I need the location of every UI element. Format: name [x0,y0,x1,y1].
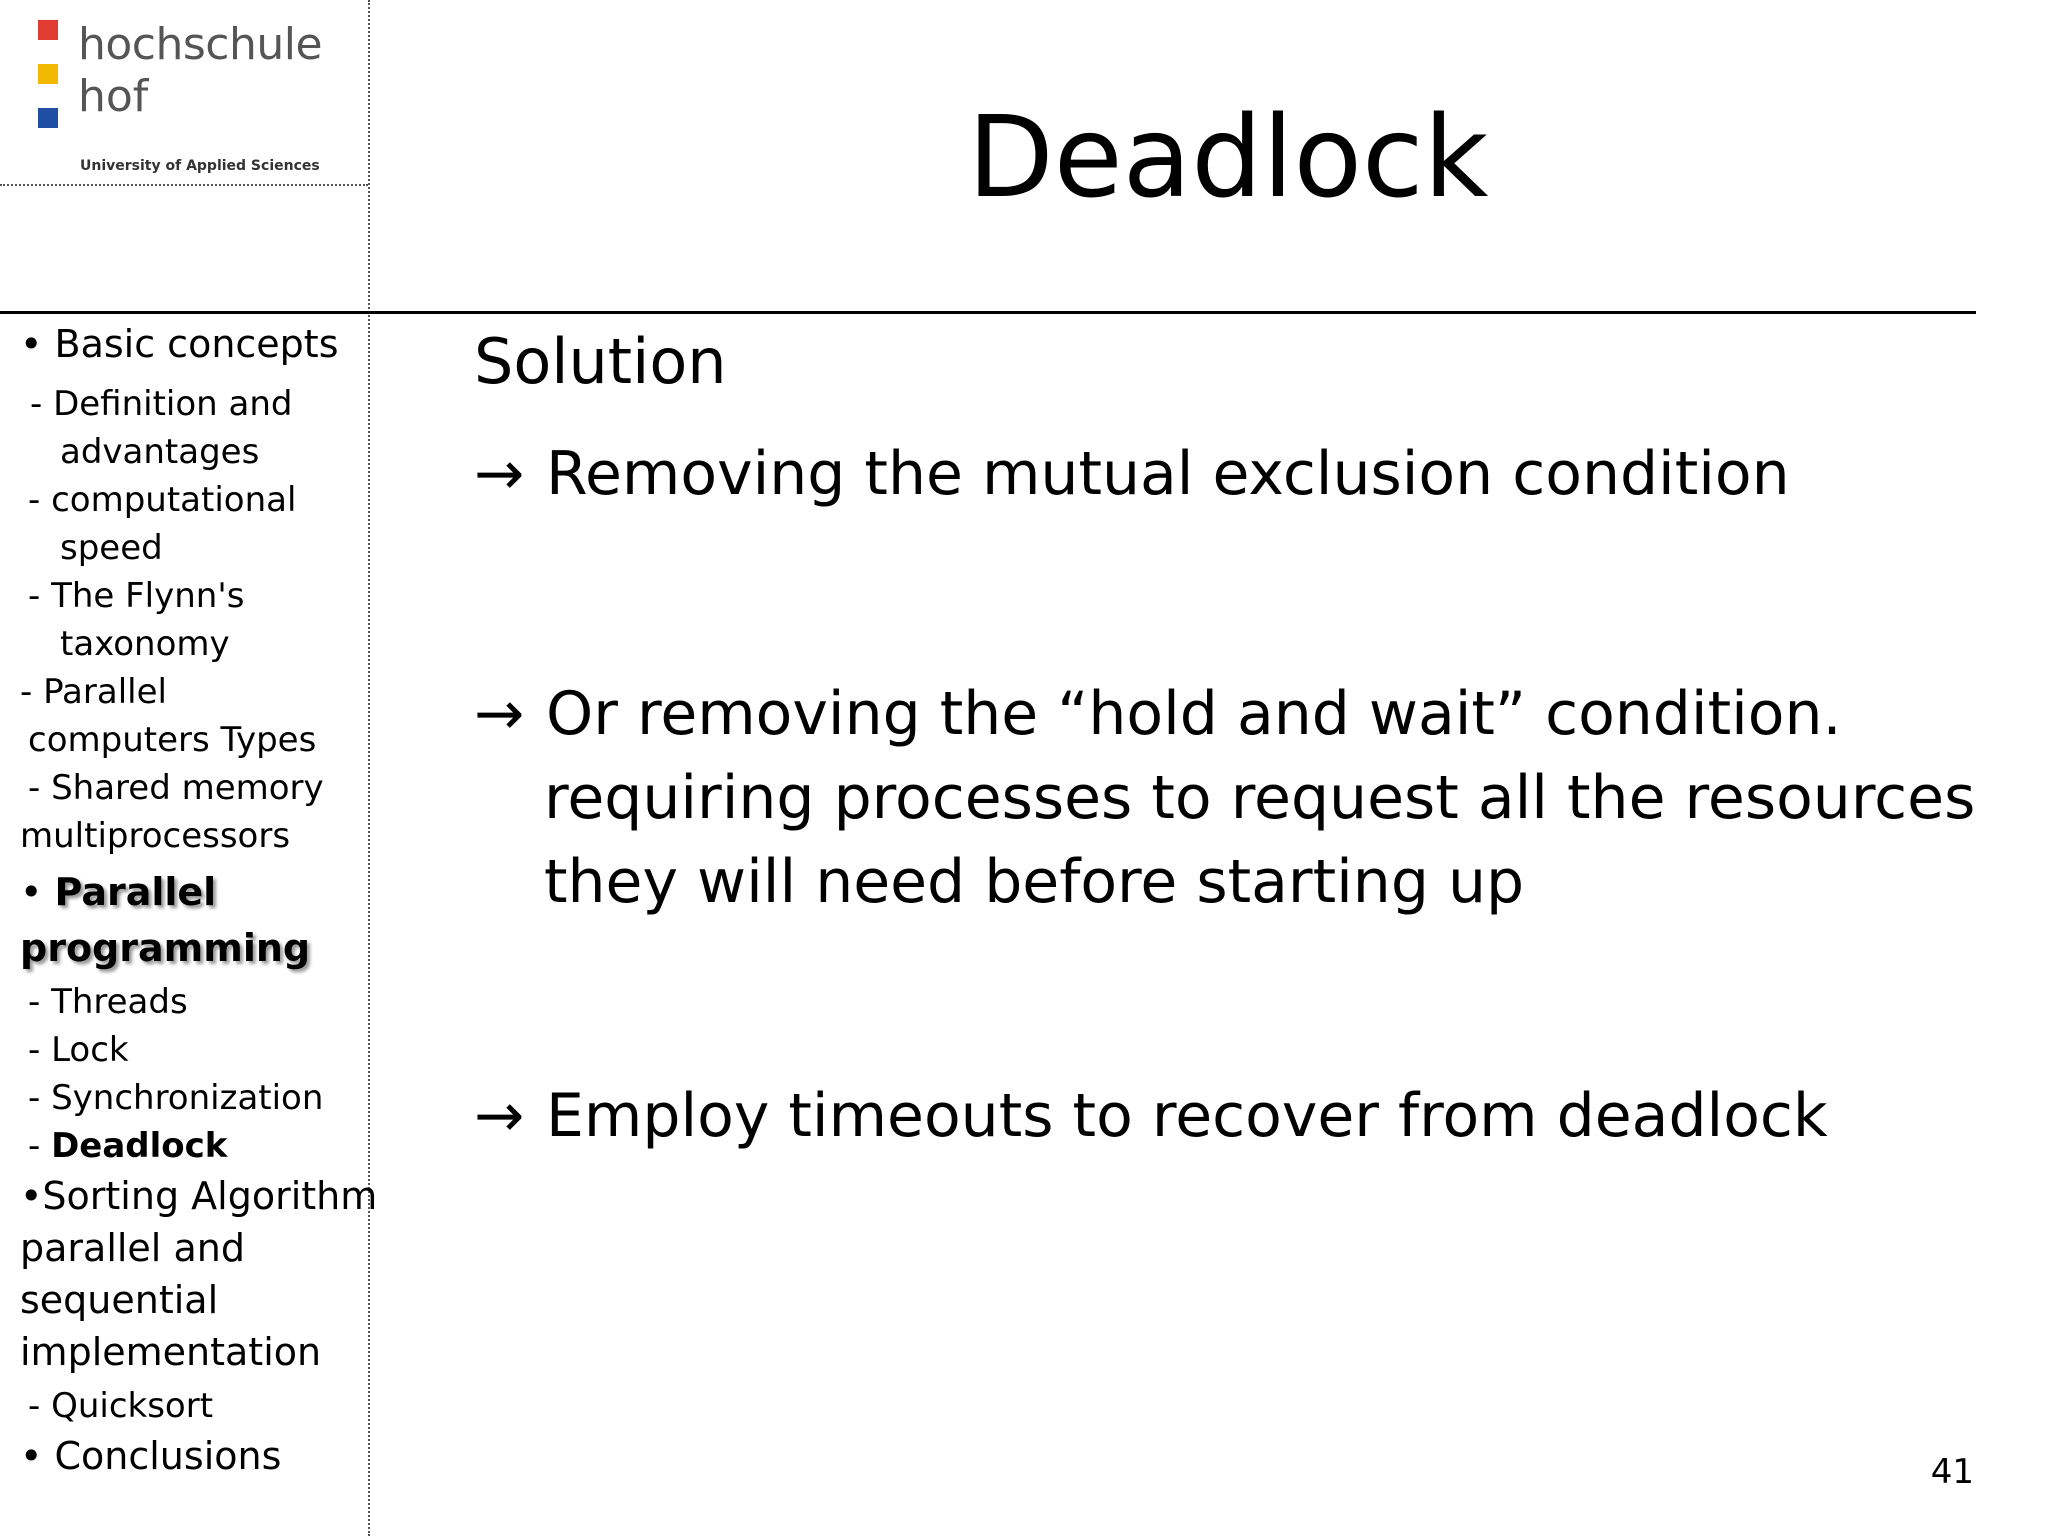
outline-item-computational-cont: speed [60,528,163,568]
outline-item-basic-concepts: • Basic concepts [20,322,339,366]
slide-title: Deadlock [967,93,1489,223]
sidebar-divider [368,0,370,1536]
outline-item-deadlock [28,1126,227,1166]
outline-item-definition: - Definition and [30,384,293,424]
outline-item-definition-cont: advantages [60,432,260,472]
outline-item-lock: - Lock [28,1030,129,1070]
logo-blue-square [38,108,58,128]
logo-text-line2: hof [78,71,149,122]
outline-dash: - [28,1126,52,1166]
logo-yellow-square [38,64,58,84]
outline-item-flynn: - The Flynn's [28,576,245,616]
outline-current-section: Parallel [54,870,217,914]
university-logo [34,16,354,186]
outline-item-computational: - computational [28,480,297,520]
logo-subtitle: University of Applied Sciences [80,158,320,174]
logo-divider [0,184,368,186]
bullet-text: Removing the mutual exclusion condition [546,439,1790,509]
bullet-mutual-exclusion [474,432,1790,516]
arrow-right-icon: → [474,1081,525,1151]
outline-item-parallel-programming [20,870,216,914]
bullet-text: Employ timeouts to recover from deadlock [546,1081,1828,1151]
outline-item-sorting-cont2: sequential [20,1278,219,1322]
bullet-hold-and-wait [474,672,1842,756]
outline-item-shared-memory-cont: multiprocessors [20,816,291,856]
bullet-hold-and-wait-line3: they will need before starting up [544,847,1525,917]
content-heading: Solution [474,325,727,398]
outline-item-quicksort: - Quicksort [28,1386,214,1426]
outline-item-threads: - Threads [28,982,188,1022]
bullet-text: Or removing the “hold and wait” condition. [546,679,1842,749]
outline-item-flynn-cont: taxonomy [60,624,230,664]
outline-item-sorting: •Sorting Algorithm [20,1174,378,1218]
logo-red-square [38,20,58,40]
outline-item-shared-memory: - Shared memory [28,768,324,808]
arrow-right-icon: → [474,679,525,749]
bullet-hold-and-wait-line2: requiring processes to request all the resources [544,763,1976,833]
outline-bullet: • [20,870,55,914]
arrow-right-icon: → [474,439,525,509]
outline-item-parallel-computers: - Parallel [20,672,167,712]
logo-text-line1: hochschule [78,19,323,70]
outline-current-topic: Deadlock [51,1126,228,1166]
bullet-timeouts [474,1074,1828,1158]
outline-item-sorting-cont3: implementation [20,1330,322,1374]
title-rule [0,311,1976,314]
outline-item-sorting-cont1: parallel and [20,1226,245,1270]
outline-item-parallel-programming-cont: programming [20,926,311,970]
outline-item-conclusions: • Conclusions [20,1434,282,1478]
page-number: 41 [1930,1452,1974,1492]
outline-item-synchronization: - Synchronization [28,1078,324,1118]
outline-item-parallel-computers-cont: computers Types [28,720,317,760]
